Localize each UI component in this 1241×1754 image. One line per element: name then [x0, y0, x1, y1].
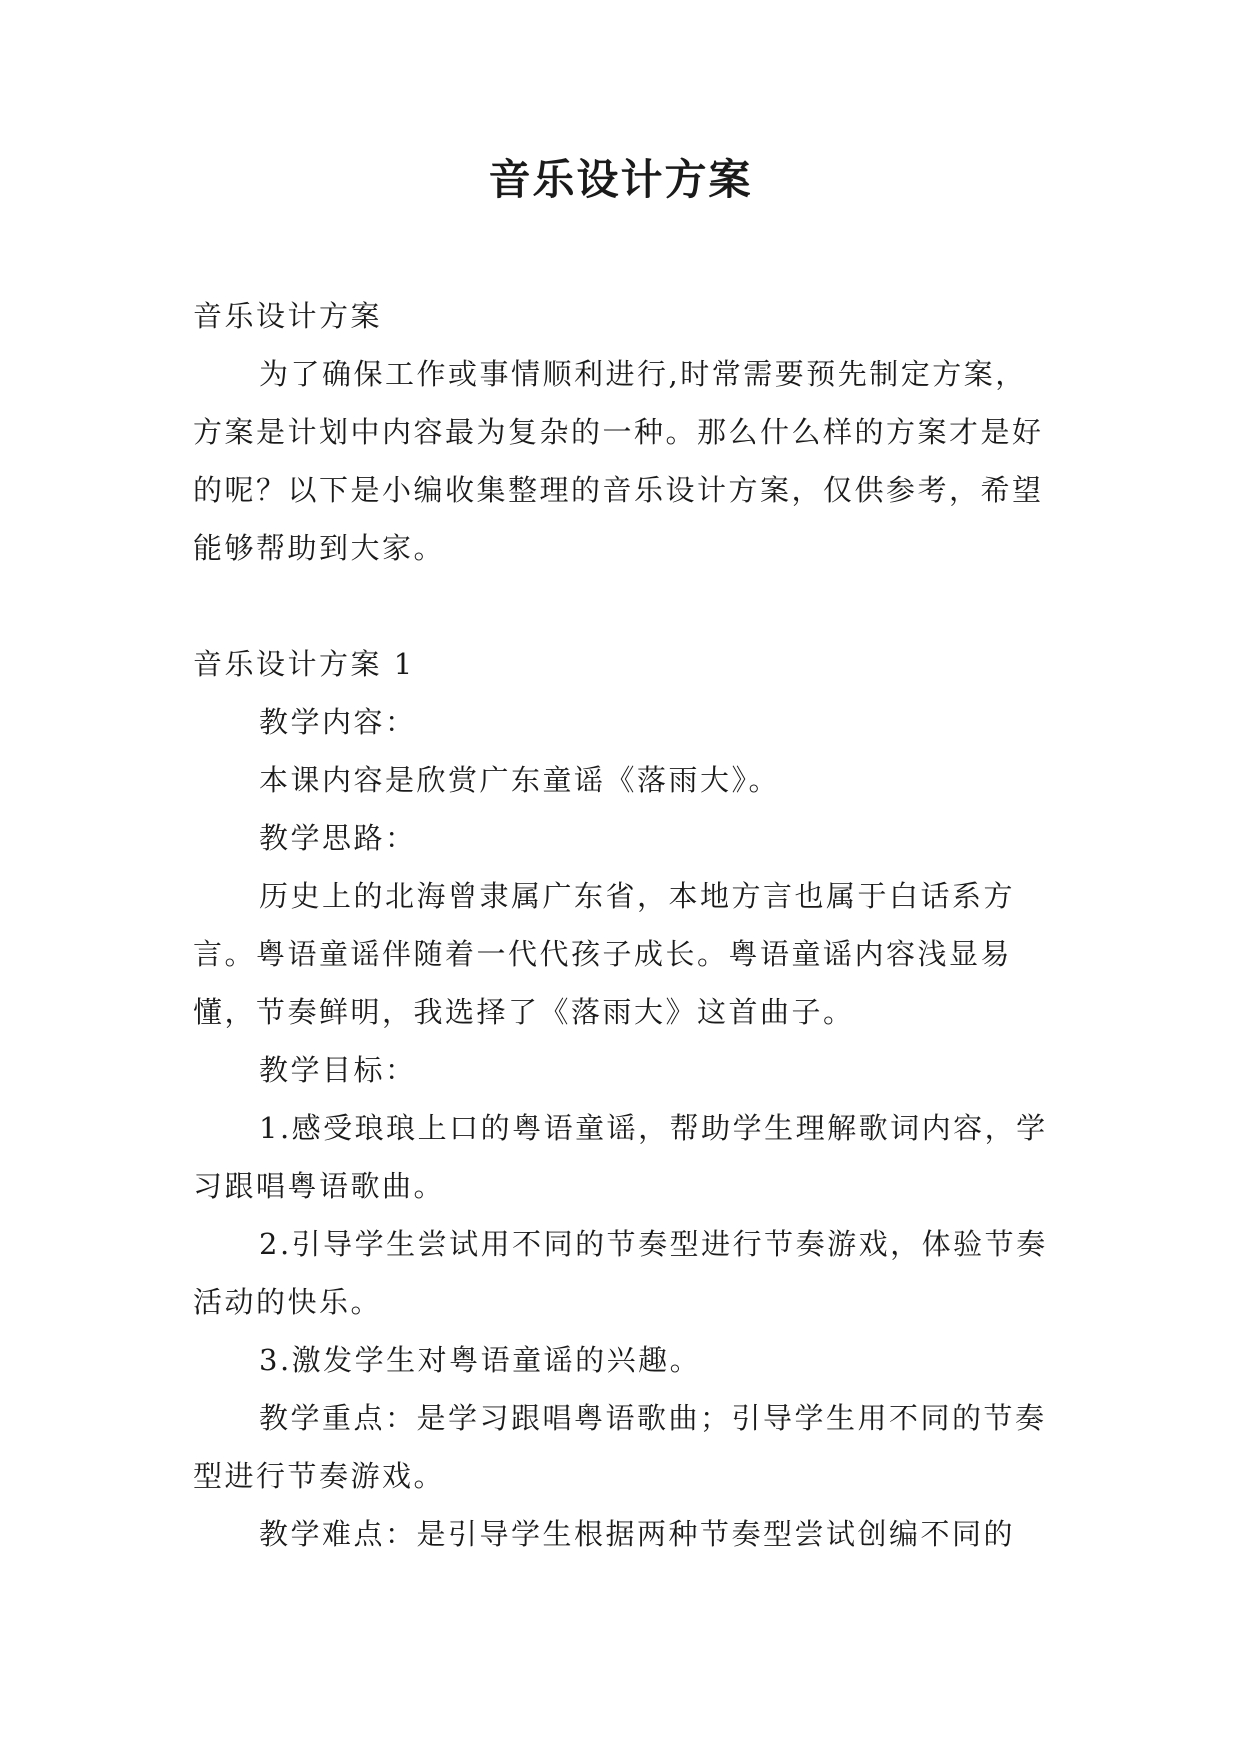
- subheading-teaching-approach: 教学思路：: [259, 821, 417, 855]
- subheading-teaching-goals: 教学目标：: [259, 1053, 417, 1087]
- document-body: [193, 287, 1053, 1563]
- list-item: 3.激发学生对粤语童谣的兴趣。: [259, 1343, 702, 1377]
- document-title: 音乐设计方案: [488, 155, 753, 204]
- intro-paragraph: 为了确保工作或事情顺利进行,时常需要预先制定方案，方案是计划中内容最为复杂的一种。那么什么样的方案才是好的呢？以下是小编收集整理的音乐设计方案，仅供参考，希望能够帮助到大家。: [193, 357, 1044, 565]
- list-item: 1.感受琅琅上口的粤语童谣，帮助学生理解歌词内容，学习跟唱粤语歌曲。: [193, 1111, 1048, 1203]
- list-item: 2.引导学生尝试用不同的节奏型进行节奏游戏，体验节奏活动的快乐。: [193, 1227, 1048, 1319]
- section-heading: 音乐设计方案: [193, 299, 383, 333]
- paragraph-key-points: 教学重点：是学习跟唱粤语歌曲；引导学生用不同的节奏型进行节奏游戏。: [193, 1401, 1047, 1493]
- subheading-teaching-content: 教学内容：: [259, 705, 417, 739]
- paragraph-difficulties: 教学难点：是引导学生根据两种节奏型尝试创编不同的: [259, 1517, 1016, 1551]
- paragraph: 本课内容是欣赏广东童谣《落雨大》。: [259, 763, 781, 797]
- paragraph: 历史上的北海曾隶属广东省，本地方言也属于白话系方言。粤语童谣伴随着一代代孩子成长。粤语童谣内容浅显易懂，节奏鲜明，我选择了《落雨大》这首曲子。: [193, 879, 1016, 1029]
- section-heading: 音乐设计方案 1: [193, 647, 415, 681]
